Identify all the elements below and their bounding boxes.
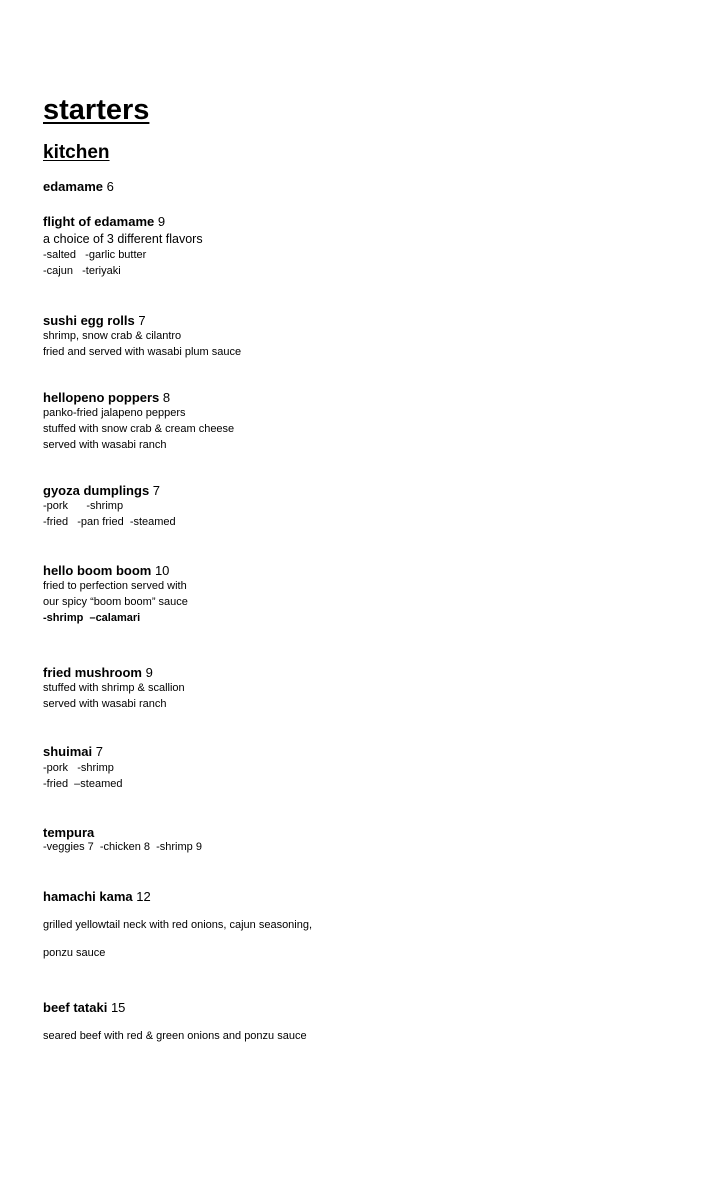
item-name: sushi egg rolls bbox=[43, 313, 135, 328]
menu-item-flight-of-edamame bbox=[43, 214, 165, 230]
item-name: beef tataki bbox=[43, 1000, 108, 1015]
menu-item-tempura bbox=[43, 825, 94, 841]
item-name: gyoza dumplings bbox=[43, 483, 150, 498]
item-description: grilled yellowtail neck with red onions, cajun seasoning, bbox=[43, 919, 313, 931]
item-description: a choice of 3 different flavors bbox=[43, 232, 203, 246]
item-options: -fried -pan fried -steamed bbox=[43, 516, 176, 528]
item-price: 8 bbox=[162, 390, 171, 405]
item-price: 12 bbox=[136, 889, 151, 904]
item-price: 6 bbox=[106, 179, 114, 194]
section-title: starters bbox=[43, 94, 150, 126]
item-description: stuffed with snow crab & cream cheese bbox=[43, 423, 235, 435]
menu-item-shuimai bbox=[43, 744, 103, 760]
item-description: fried and served with wasabi plum sauce bbox=[43, 346, 242, 358]
menu-item-beef-tataki bbox=[43, 1000, 125, 1016]
item-options: -pork -shrimp bbox=[43, 500, 124, 512]
item-description: stuffed with shrimp & scallion bbox=[43, 682, 185, 694]
subsection-title: kitchen bbox=[43, 142, 110, 163]
item-price: 10 bbox=[154, 563, 170, 578]
item-description: fried to perfection served with bbox=[43, 580, 187, 592]
item-description: shrimp, snow crab & cilantro bbox=[43, 330, 182, 342]
item-price: 7 bbox=[152, 483, 161, 498]
menu-item-hamachi-kama bbox=[43, 889, 151, 905]
item-name: tempura bbox=[43, 825, 95, 840]
item-description: served with wasabi ranch bbox=[43, 698, 167, 710]
item-name: hamachi kama bbox=[43, 889, 133, 904]
menu-item-hello-boom-boom bbox=[43, 563, 169, 579]
menu-item-hellopeno-poppers bbox=[43, 390, 170, 406]
item-name: hellopeno poppers bbox=[43, 390, 160, 405]
item-price: 7 bbox=[138, 313, 146, 328]
item-options: -shrimp –calamari bbox=[43, 612, 141, 624]
item-name: fried mushroom bbox=[43, 665, 142, 680]
item-name: shuimai bbox=[43, 744, 93, 759]
item-description: panko-fried jalapeno peppers bbox=[43, 407, 186, 419]
item-price: 15 bbox=[110, 1000, 126, 1015]
item-description: seared beef with red & green onions and ponzu sauce bbox=[43, 1030, 307, 1042]
item-options: -veggies 7 -chicken 8 -shrimp 9 bbox=[43, 841, 202, 853]
menu-item-gyoza-dumplings bbox=[43, 483, 160, 499]
menu-item-edamame bbox=[43, 179, 114, 195]
item-options: -pork -shrimp bbox=[43, 762, 114, 774]
item-description: our spicy “boom boom” sauce bbox=[43, 596, 188, 608]
item-price: 7 bbox=[95, 744, 103, 759]
item-name: hello boom boom bbox=[43, 563, 152, 578]
item-name: flight of edamame bbox=[43, 214, 155, 229]
item-options: -cajun -teriyaki bbox=[43, 265, 121, 277]
menu-item-fried-mushroom bbox=[43, 665, 153, 681]
item-options: -salted -garlic butter bbox=[43, 249, 147, 261]
item-name: edamame bbox=[43, 179, 103, 194]
menu-item-sushi-egg-rolls bbox=[43, 313, 146, 329]
item-price: 9 bbox=[157, 214, 166, 229]
item-options: -fried –steamed bbox=[43, 778, 123, 790]
item-price: 9 bbox=[145, 665, 153, 680]
item-description: served with wasabi ranch bbox=[43, 439, 167, 451]
item-description: ponzu sauce bbox=[43, 947, 106, 959]
